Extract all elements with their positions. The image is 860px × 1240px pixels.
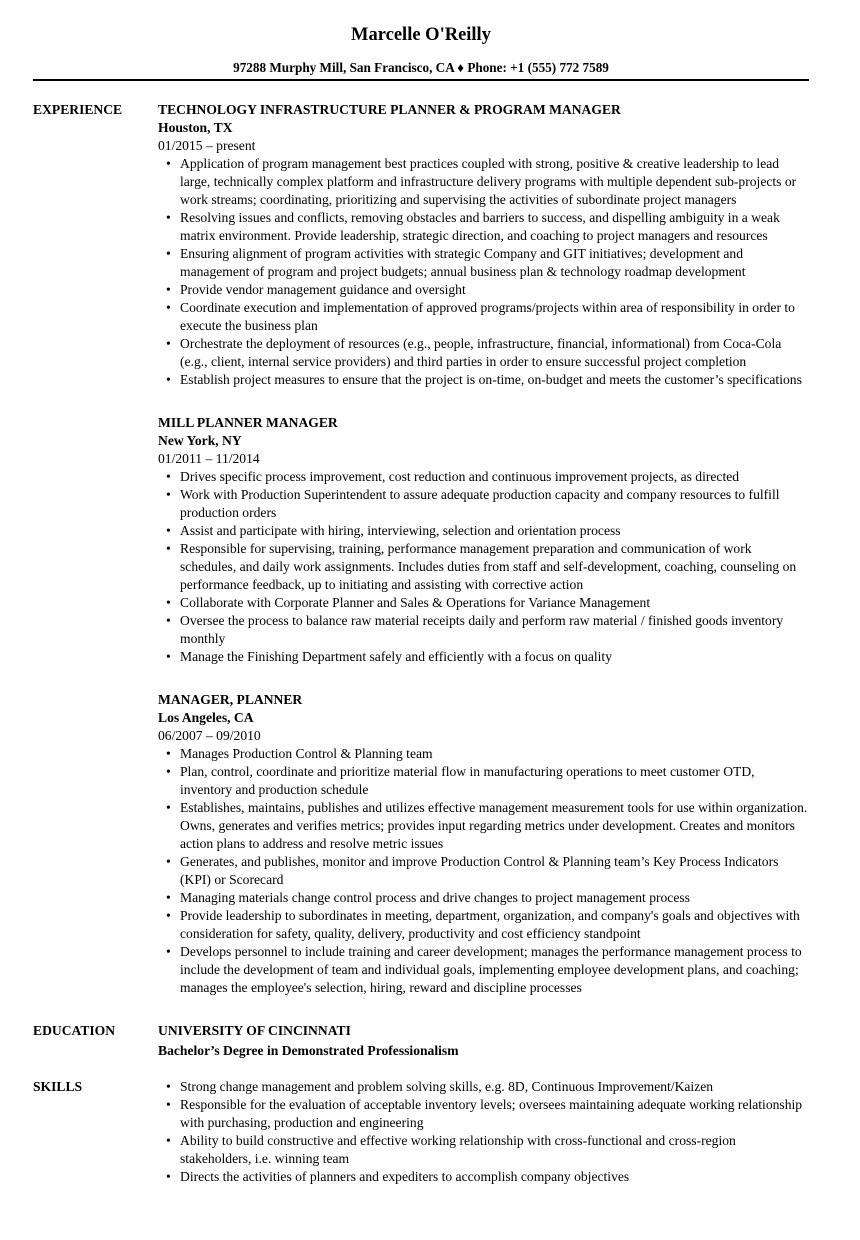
section-education [33, 1022, 809, 1060]
job-dates: 01/2011 – 11/2014 [158, 451, 260, 466]
job-entry-3 [158, 691, 809, 997]
degree-name: Bachelor’s Degree in Demonstrated Professionalism [158, 1043, 459, 1058]
experience-content [158, 101, 809, 997]
bullet-item: • Manage the Finishing Department safely and efficiently with a focus on quality [158, 648, 809, 666]
skills-bullet-list [158, 1078, 809, 1186]
education-section-label: EDUCATION [33, 1023, 116, 1038]
bullet-item: • Generates, and publishes, monitor and improve Production Control & Planning team’s Key Process Indicators (KPI) or Scorecard [158, 853, 809, 889]
bullet-item: • Managing materials change control process and drive changes to project management process [158, 889, 809, 907]
bullet-item: • Assist and participate with hiring, interviewing, selection and orientation process [158, 522, 809, 540]
job-dates: 06/2007 – 09/2010 [158, 728, 261, 743]
bullet-item: • Work with Production Superintendent to assure adequate production capacity and company resources to fulfill production orders [158, 486, 809, 522]
job-entry-2 [158, 414, 809, 666]
bullet-item: • Drives specific process improvement, cost reduction and continuous improvement projects, as directed [158, 468, 809, 486]
bullet-item: • Responsible for the evaluation of acceptable inventory levels; oversees maintaining adequate working relationship with purchasing, production and engineering [158, 1096, 809, 1132]
bullet-item: • Establish project measures to ensure that the project is on-time, on-budget and meets the customer’s specifications [158, 371, 809, 389]
bullet-item: • Resolving issues and conflicts, removing obstacles and barriers to success, and dispelling ambiguity in a weak matrix environment. Provide leadership, strategic direction, and coaching to project managers and resources [158, 209, 809, 245]
job-location: New York, NY [158, 433, 242, 448]
job-title: TECHNOLOGY INFRASTRUCTURE PLANNER & PROGRAM MANAGER [158, 102, 621, 117]
school-name: UNIVERSITY OF CINCINNATI [158, 1023, 351, 1038]
bullet-item: • Application of program management best practices coupled with strong, positive & creative leadership to lead large, technically complex platform and infrastructure delivery programs with multiple dependent sub-projects or work streams; coordinating, prioritizing and supervising the activities of subordinate project managers [158, 155, 809, 209]
bullet-item: • Directs the activities of planners and expediters to accomplish company objectives [158, 1168, 809, 1186]
bullet-item: • Responsible for supervising, training, performance management preparation and communication of work schedules, and daily work assignments. Includes duties from staff and self-development, coaching, counseling on performance feedback, up to initiating and assisting with corrective action [158, 540, 809, 594]
job-location: Houston, TX [158, 120, 233, 135]
section-skills [33, 1078, 809, 1186]
bullet-item: • Plan, control, coordinate and prioritize material flow in manufacturing operations to meet customer OTD, inventory and production schedule [158, 763, 809, 799]
job-bullet-list [158, 155, 809, 389]
bullet-item: • Manages Production Control & Planning team [158, 745, 809, 763]
bullet-item: • Collaborate with Corporate Planner and Sales & Operations for Variance Management [158, 594, 809, 612]
bullet-item: • Develops personnel to include training and career development; manages the performance management process to include the development of team and individual goals, implementing employee development plans, and coaching; manages the employee's selection, hiring, reward and discipline processes [158, 943, 809, 997]
bullet-item: • Provide leadership to subordinates in meeting, department, organization, and company's goals and objectives with consideration for safety, quality, delivery, productivity and cost efficiency standpoint [158, 907, 809, 943]
job-title: MANAGER, PLANNER [158, 692, 303, 707]
education-content [158, 1022, 809, 1060]
job-location: Los Angeles, CA [158, 710, 254, 725]
bullet-item: • Ability to build constructive and effective working relationship with cross-functional and cross-region stakeholders, i.e. winning team [158, 1132, 809, 1168]
bullet-item: • Coordinate execution and implementation of approved programs/projects within area of responsibility in order to execute the business plan [158, 299, 809, 335]
job-entry-1 [158, 101, 809, 389]
contact-line: 97288 Murphy Mill, San Francisco, CA ♦ Phone: +1 (555) 772 7589 [233, 60, 609, 75]
job-title: MILL PLANNER MANAGER [158, 415, 338, 430]
section-experience [33, 101, 809, 997]
bullet-item: • Orchestrate the deployment of resources (e.g., people, infrastructure, financial, informational) from Coca-Cola (e.g., client, internal service providers) and third parties in order to ensure successful project completion [158, 335, 809, 371]
bullet-item: • Ensuring alignment of program activities with strategic Company and GIT initiatives; development and management of program and project budgets; annual business plan & technology roadmap development [158, 245, 809, 281]
person-name: Marcelle O'Reilly [351, 25, 491, 45]
job-dates: 01/2015 – present [158, 138, 256, 153]
job-bullet-list [158, 468, 809, 666]
skills-content [158, 1078, 809, 1186]
bullet-item: • Oversee the process to balance raw material receipts daily and perform raw material / finished goods inventory monthly [158, 612, 809, 648]
skills-section-label: SKILLS [33, 1079, 83, 1094]
bullet-item: • Provide vendor management guidance and oversight [158, 281, 809, 299]
bullet-item: • Establishes, maintains, publishes and utilizes effective management measurement tools for use within organization. Owns, generates and verifies metrics; provides input regarding metrics under development. Creates and monitors action plans to address and resolve metric issues [158, 799, 809, 853]
resume-header [33, 0, 809, 81]
job-bullet-list [158, 745, 809, 997]
experience-section-label: EXPERIENCE [33, 102, 123, 117]
bullet-item: • Strong change management and problem solving skills, e.g. 8D, Continuous Improvement/Kaizen [158, 1078, 809, 1096]
